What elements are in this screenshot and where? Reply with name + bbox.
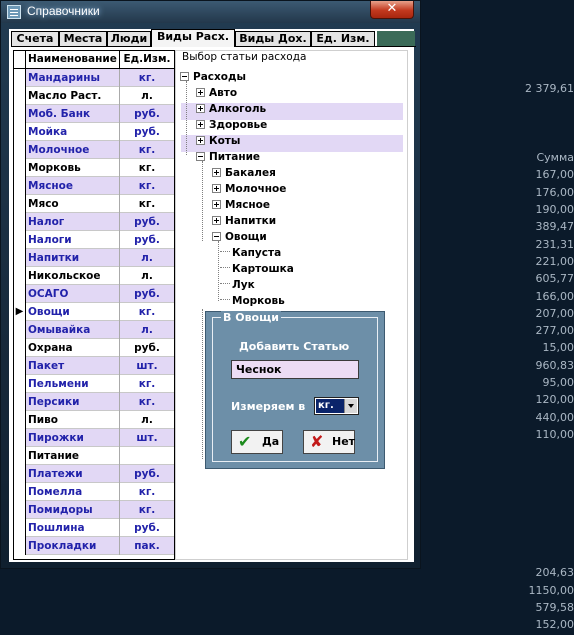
background-amount: 440,00: [535, 410, 574, 424]
background-amounts: [476, 81, 574, 635]
background-amount: 579,58: [535, 600, 574, 614]
row-indicator[interactable]: [14, 195, 26, 213]
background-amount: [476, 133, 574, 150]
table-row[interactable]: [14, 447, 174, 465]
background-amount: 207,00: [535, 306, 574, 320]
row-indicator[interactable]: [14, 465, 26, 483]
chevron-down-icon[interactable]: [344, 399, 357, 413]
tree-node-meat[interactable]: Мясное: [212, 197, 270, 213]
table-row[interactable]: [14, 213, 174, 231]
row-indicator[interactable]: ▶: [14, 303, 26, 321]
collapse-icon[interactable]: [196, 152, 205, 161]
tree-node-cabbage[interactable]: Капуста: [232, 247, 282, 259]
new-item-input[interactable]: Чеснок: [231, 360, 359, 379]
row-indicator[interactable]: [14, 393, 26, 411]
background-amount: 176,00: [535, 185, 574, 199]
table-row[interactable]: [14, 87, 174, 105]
cell-name[interactable]: Помелла: [28, 483, 120, 501]
cell-name[interactable]: Пошлина: [28, 519, 120, 537]
cell-name[interactable]: Никольское: [28, 267, 120, 285]
tree-node-cats[interactable]: Коты: [196, 133, 240, 149]
row-indicator[interactable]: [14, 213, 26, 231]
table-row[interactable]: [14, 375, 174, 393]
cell-name[interactable]: Моб. Банк: [28, 105, 120, 123]
background-amount: 389,47: [535, 220, 574, 234]
cell-name[interactable]: Овощи: [28, 303, 120, 321]
cell-unit[interactable]: кг.: [138, 378, 156, 390]
cell-name[interactable]: Пельмени: [28, 375, 120, 393]
add-item-label: Добавить Статью: [239, 340, 350, 353]
table-row[interactable]: [14, 267, 174, 285]
title-bar[interactable]: [1, 1, 420, 23]
background-amount: [476, 531, 574, 548]
background-amount: [476, 462, 574, 479]
background-amount: [476, 116, 574, 133]
cell-name[interactable]: Пирожки: [28, 429, 120, 447]
cell-unit[interactable]: кг.: [138, 504, 156, 516]
tree-node-onion[interactable]: Лук: [232, 279, 255, 291]
cell-name[interactable]: Мандарины: [28, 69, 120, 87]
background-amount: [476, 479, 574, 496]
background-amount: 110,00: [535, 427, 574, 441]
tree-node-alcohol[interactable]: Алкоголь: [196, 101, 266, 117]
tab-expense-types[interactable]: Виды Расх.: [151, 29, 235, 47]
table-row[interactable]: [14, 483, 174, 501]
table-row[interactable]: [14, 231, 174, 249]
column-header-name[interactable]: Наименование: [28, 51, 120, 68]
cell-name[interactable]: Масло Раст.: [28, 87, 120, 105]
tree-node-drinks[interactable]: Напитки: [212, 213, 276, 229]
tree-node-vegetables[interactable]: Овощи: [212, 229, 267, 245]
cell-unit[interactable]: руб.: [134, 342, 160, 354]
background-amount: 15,00: [542, 341, 574, 355]
table-row[interactable]: [14, 393, 174, 411]
cell-unit[interactable]: кг.: [138, 72, 156, 84]
background-amount: 204,63: [535, 566, 574, 580]
cell-unit[interactable]: л.: [141, 270, 153, 282]
table-row[interactable]: [14, 177, 174, 195]
row-indicator[interactable]: [14, 339, 26, 357]
expand-icon[interactable]: [212, 184, 221, 193]
tab-places[interactable]: Места: [59, 31, 107, 47]
cell-name[interactable]: Налог: [28, 213, 120, 231]
cross-icon: ✘: [310, 432, 324, 451]
background-amount: [476, 548, 574, 565]
cell-unit[interactable]: кг.: [138, 306, 156, 318]
measure-label: Измеряем в: [231, 400, 306, 413]
row-indicator[interactable]: [14, 87, 26, 105]
tree-line: [218, 241, 219, 301]
table-row[interactable]: [14, 195, 174, 213]
tree-node-dairy[interactable]: Молочное: [212, 181, 286, 197]
cell-name[interactable]: Пакет: [28, 357, 120, 375]
background-amount: 231,31: [535, 237, 574, 251]
background-amount: 190,00: [535, 203, 574, 217]
row-indicator[interactable]: [14, 231, 26, 249]
tab-strip-filler: [377, 31, 415, 46]
cell-name[interactable]: Помидоры: [28, 501, 120, 519]
table-row[interactable]: [14, 303, 174, 321]
row-indicator[interactable]: [14, 141, 26, 159]
table-row[interactable]: [14, 123, 174, 141]
tab-strip: [11, 29, 412, 47]
dialog-group-caption: В Овощи: [223, 311, 279, 324]
indicator-column-header: [14, 51, 26, 68]
row-indicator[interactable]: [14, 411, 26, 429]
cell-unit[interactable]: кг.: [138, 162, 156, 174]
expense-types-table[interactable]: [13, 50, 175, 560]
client-area: [9, 29, 574, 632]
expand-icon[interactable]: [212, 200, 221, 209]
cell-name[interactable]: Мойка: [28, 123, 120, 141]
column-header-unit[interactable]: Ед.Изм.: [123, 53, 171, 65]
row-indicator[interactable]: [14, 357, 26, 375]
background-amount: 1150,00: [528, 583, 574, 597]
row-indicator[interactable]: [14, 177, 26, 195]
cell-unit[interactable]: шт.: [136, 360, 158, 372]
row-indicator[interactable]: [14, 249, 26, 267]
cell-name[interactable]: Молочное: [28, 141, 120, 159]
background-amount: 221,00: [535, 254, 574, 268]
unit-select[interactable]: [314, 397, 359, 415]
expense-tree-panel: [175, 50, 574, 632]
table-row[interactable]: [14, 501, 174, 519]
cell-name[interactable]: Персики: [28, 393, 120, 411]
cell-unit[interactable]: руб.: [134, 126, 160, 138]
table-row[interactable]: [14, 429, 174, 447]
background-amount: 120,00: [535, 393, 574, 407]
tree-node-carrot[interactable]: Морковь: [232, 295, 285, 307]
background-amount: [476, 98, 574, 115]
expand-icon[interactable]: [196, 88, 205, 97]
row-indicator[interactable]: [14, 69, 26, 87]
tab-accounts[interactable]: Счета: [11, 31, 59, 47]
expand-icon[interactable]: [196, 104, 205, 113]
app-icon: [7, 5, 21, 19]
table-row[interactable]: [14, 69, 174, 87]
close-button[interactable]: ✕: [370, 1, 414, 19]
row-indicator[interactable]: [14, 447, 26, 465]
row-indicator[interactable]: [14, 429, 26, 447]
cell-unit[interactable]: л.: [141, 324, 153, 336]
cell-unit[interactable]: кг.: [138, 144, 156, 156]
tree-line: [220, 299, 230, 300]
cell-name[interactable]: ОСАГО: [28, 285, 120, 303]
background-amount: Сумма: [536, 151, 574, 165]
tree-line: [186, 81, 187, 155]
cell-unit[interactable]: руб.: [134, 468, 160, 480]
ok-button-label: Да: [262, 435, 280, 448]
table-body: [14, 69, 174, 555]
unit-select-value: кг.: [316, 399, 344, 413]
cell-unit[interactable]: кг.: [138, 486, 156, 498]
cell-name[interactable]: Омывайка: [28, 321, 120, 339]
cancel-button-label: Нет: [332, 435, 356, 448]
window-title: Справочники: [27, 4, 100, 18]
expand-icon[interactable]: [212, 168, 221, 177]
cell-unit[interactable]: шт.: [136, 432, 158, 444]
collapse-icon[interactable]: [180, 72, 189, 81]
row-indicator[interactable]: [14, 159, 26, 177]
background-amount: 152,00: [535, 618, 574, 632]
tree-line: [202, 161, 203, 241]
check-icon: ✔: [238, 432, 252, 451]
row-indicator[interactable]: [14, 375, 26, 393]
tree-node-root[interactable]: Расходы: [180, 69, 246, 85]
tab-income-types[interactable]: Виды Дох.: [235, 31, 311, 47]
collapse-icon[interactable]: [212, 232, 221, 241]
cell-name[interactable]: Прокладки: [28, 537, 120, 555]
background-amount: 167,00: [535, 168, 574, 182]
cell-name[interactable]: Морковь: [28, 159, 120, 177]
table-row[interactable]: [14, 465, 174, 483]
row-indicator[interactable]: [14, 123, 26, 141]
dialog-group: [212, 311, 378, 462]
table-row[interactable]: [14, 285, 174, 303]
row-indicator[interactable]: [14, 483, 26, 501]
cell-unit[interactable]: руб.: [134, 216, 160, 228]
row-indicator[interactable]: [14, 519, 26, 537]
table-row[interactable]: [14, 249, 174, 267]
cell-name[interactable]: Налоги: [28, 231, 120, 249]
add-item-dialog: [205, 311, 385, 469]
cell-unit[interactable]: пак.: [134, 540, 160, 552]
cell-name[interactable]: Пиво: [28, 411, 120, 429]
cell-name[interactable]: Мясо: [28, 195, 120, 213]
row-indicator[interactable]: [14, 285, 26, 303]
ok-button[interactable]: [231, 430, 283, 454]
table-header: [14, 51, 174, 69]
background-amount: 960,83: [535, 358, 574, 372]
table-row[interactable]: [14, 141, 174, 159]
background-amount: 166,00: [535, 289, 574, 303]
background-amount: [476, 496, 574, 513]
tree-line: [202, 309, 203, 459]
tree-line: [220, 283, 230, 284]
background-amount: 95,00: [542, 376, 574, 390]
cell-unit[interactable]: руб.: [134, 522, 160, 534]
cell-unit[interactable]: кг.: [138, 396, 156, 408]
tree-node-auto[interactable]: Авто: [196, 85, 237, 101]
expand-icon[interactable]: [212, 216, 221, 225]
tab-people[interactable]: Люди: [107, 31, 151, 47]
tree-node-health[interactable]: Здоровье: [196, 117, 267, 133]
tree-line: [220, 267, 230, 268]
tab-units[interactable]: Ед. Изм.: [311, 31, 375, 47]
cell-unit[interactable]: кг.: [138, 198, 156, 210]
tree-title: Выбор статьи расхода: [182, 51, 307, 63]
cell-name[interactable]: Мясное: [28, 177, 120, 195]
row-indicator[interactable]: [14, 321, 26, 339]
row-indicator[interactable]: [14, 501, 26, 519]
background-amount: 605,77: [535, 272, 574, 286]
background-amount: 277,00: [535, 324, 574, 338]
cell-unit[interactable]: руб.: [134, 234, 160, 246]
cell-unit[interactable]: кг.: [138, 180, 156, 192]
cell-name[interactable]: Питание: [28, 447, 120, 465]
table-row[interactable]: [14, 159, 174, 177]
table-row[interactable]: [14, 357, 174, 375]
background-amount: 2 379,61: [525, 82, 574, 95]
cell-unit[interactable]: л.: [141, 252, 153, 264]
table-row[interactable]: [14, 105, 174, 123]
cell-unit[interactable]: л.: [141, 414, 153, 426]
cell-name[interactable]: Платежи: [28, 465, 120, 483]
cell-name[interactable]: Охрана: [28, 339, 120, 357]
table-row[interactable]: [14, 537, 174, 555]
background-amount: [476, 444, 574, 461]
table-row[interactable]: [14, 339, 174, 357]
cell-name[interactable]: Напитки: [28, 249, 120, 267]
tree-node-grocery[interactable]: Бакалея: [212, 165, 276, 181]
tree-node-food[interactable]: Питание: [196, 149, 260, 165]
row-indicator[interactable]: [14, 537, 26, 555]
table-row[interactable]: [14, 519, 174, 537]
expand-icon[interactable]: [196, 120, 205, 129]
cancel-button[interactable]: [303, 430, 355, 454]
tree-node-potato[interactable]: Картошка: [232, 263, 294, 275]
row-indicator[interactable]: [14, 267, 26, 285]
row-indicator[interactable]: [14, 105, 26, 123]
cell-unit[interactable]: [121, 447, 173, 465]
expand-icon[interactable]: [196, 136, 205, 145]
cell-unit[interactable]: л.: [141, 90, 153, 102]
background-amount: [476, 513, 574, 530]
cell-unit[interactable]: руб.: [134, 108, 160, 120]
table-row[interactable]: [14, 411, 174, 429]
cell-unit[interactable]: руб.: [134, 288, 160, 300]
tree-line: [220, 251, 230, 252]
table-row[interactable]: [14, 321, 174, 339]
